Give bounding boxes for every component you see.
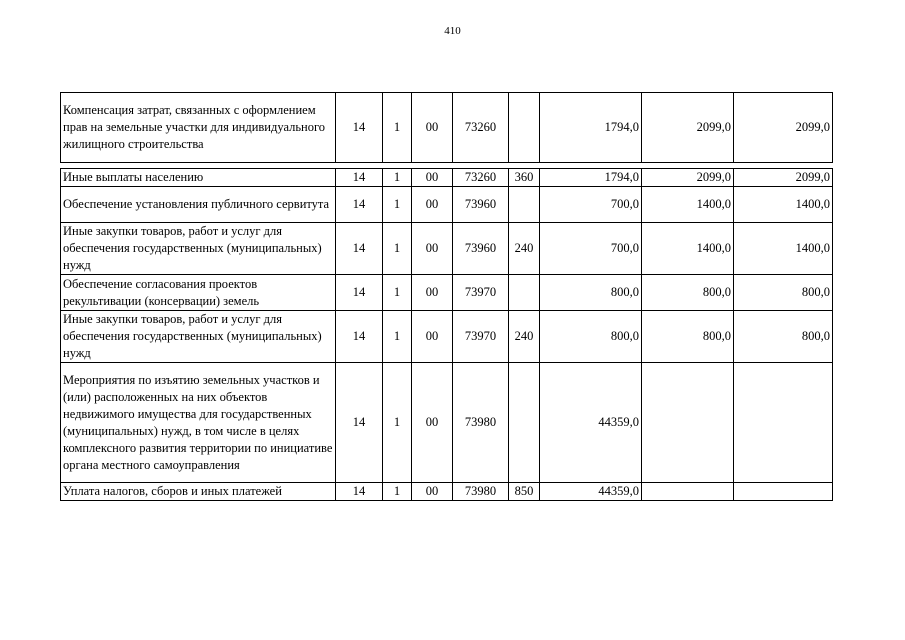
subsection-code: 1: [383, 93, 412, 163]
row-name: Обеспечение согласования проектов рекультивации (консервации) земель: [61, 275, 336, 311]
value-year-1: 800,0: [540, 311, 642, 363]
expense-type-code: [509, 363, 540, 483]
value-year-3: 1400,0: [734, 187, 833, 223]
value-year-1: 1794,0: [540, 169, 642, 187]
value-year-1: 800,0: [540, 275, 642, 311]
value-year-3: 2099,0: [734, 93, 833, 163]
section-code: 14: [336, 169, 383, 187]
section-code: 14: [336, 483, 383, 501]
table-row: [61, 169, 833, 187]
expense-type-code: 240: [509, 223, 540, 275]
value-year-3: 800,0: [734, 311, 833, 363]
program-code: 00: [412, 363, 453, 483]
section-code: 14: [336, 311, 383, 363]
value-year-3: 1400,0: [734, 223, 833, 275]
expense-type-code: 850: [509, 483, 540, 501]
value-year-3: [734, 363, 833, 483]
row-name: Иные закупки товаров, работ и услуг для обеспечения государственных (муниципальных) нужд: [61, 311, 336, 363]
expense-type-code: 360: [509, 169, 540, 187]
section-code: 14: [336, 363, 383, 483]
value-year-2: [642, 483, 734, 501]
value-year-1: 44359,0: [540, 483, 642, 501]
expense-type-code: [509, 275, 540, 311]
subsection-code: 1: [383, 363, 412, 483]
row-name: Обеспечение установления публичного сервитута: [61, 187, 336, 223]
article-code: 73260: [453, 93, 509, 163]
table-row: [61, 311, 833, 363]
program-code: 00: [412, 187, 453, 223]
program-code: 00: [412, 93, 453, 163]
subsection-code: 1: [383, 311, 412, 363]
subsection-code: 1: [383, 275, 412, 311]
table-body: [61, 93, 833, 501]
row-name: Компенсация затрат, связанных с оформлением прав на земельные участки для индивидуального жилищного строительства: [61, 93, 336, 163]
table-row: [61, 223, 833, 275]
subsection-code: 1: [383, 223, 412, 275]
expense-type-code: [509, 93, 540, 163]
budget-table: [60, 92, 833, 501]
expense-type-code: 240: [509, 311, 540, 363]
value-year-2: [642, 363, 734, 483]
section-code: 14: [336, 275, 383, 311]
expense-type-code: [509, 187, 540, 223]
subsection-code: 1: [383, 169, 412, 187]
value-year-1: 700,0: [540, 187, 642, 223]
article-code: 73970: [453, 275, 509, 311]
value-year-2: 1400,0: [642, 223, 734, 275]
table-row: [61, 363, 833, 483]
section-code: 14: [336, 187, 383, 223]
value-year-3: [734, 483, 833, 501]
program-code: 00: [412, 311, 453, 363]
row-name: Иные закупки товаров, работ и услуг для обеспечения государственных (муниципальных) нужд: [61, 223, 336, 275]
article-code: 73260: [453, 169, 509, 187]
subsection-code: 1: [383, 187, 412, 223]
article-code: 73980: [453, 363, 509, 483]
article-code: 73980: [453, 483, 509, 501]
table-row: [61, 187, 833, 223]
value-year-2: 2099,0: [642, 93, 734, 163]
row-name: Иные выплаты населению: [61, 169, 336, 187]
table-row: [61, 93, 833, 163]
row-name: Уплата налогов, сборов и иных платежей: [61, 483, 336, 501]
value-year-2: 800,0: [642, 275, 734, 311]
article-code: 73970: [453, 311, 509, 363]
table-row: [61, 275, 833, 311]
table-row: [61, 483, 833, 501]
value-year-1: 44359,0: [540, 363, 642, 483]
section-code: 14: [336, 223, 383, 275]
program-code: 00: [412, 275, 453, 311]
value-year-1: 1794,0: [540, 93, 642, 163]
subsection-code: 1: [383, 483, 412, 501]
program-code: 00: [412, 169, 453, 187]
page-number: 410: [444, 25, 461, 37]
value-year-2: 800,0: [642, 311, 734, 363]
value-year-2: 1400,0: [642, 187, 734, 223]
program-code: 00: [412, 483, 453, 501]
program-code: 00: [412, 223, 453, 275]
article-code: 73960: [453, 223, 509, 275]
section-code: 14: [336, 93, 383, 163]
value-year-1: 700,0: [540, 223, 642, 275]
article-code: 73960: [453, 187, 509, 223]
row-name: Мероприятия по изъятию земельных участков и (или) расположенных на них объектов недвижимого имущества для государственных (муниципальных) нужд, в том числе в целях комплексного развития территории по инициативе органа местного самоуправления: [61, 363, 336, 483]
value-year-3: 2099,0: [734, 169, 833, 187]
value-year-2: 2099,0: [642, 169, 734, 187]
value-year-3: 800,0: [734, 275, 833, 311]
